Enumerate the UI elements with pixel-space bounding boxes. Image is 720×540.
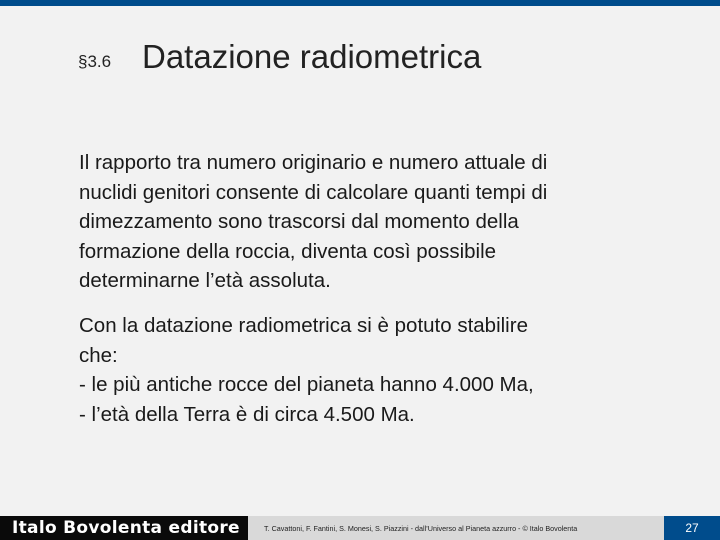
paragraph-line: Con la datazione radiometrica si è potuto stabilire — [79, 314, 528, 337]
slide-title: Datazione radiometrica — [142, 38, 482, 75]
paragraph-line: Il rapporto tra numero originario e numero attuale di — [79, 151, 548, 174]
footer-credits: T. Cavattoni, F. Fantini, S. Monesi, S. Piazzini - dall’Universo al Pianeta azzurro - © Italo Bovolenta — [248, 516, 664, 540]
paragraph-line: che: — [79, 343, 118, 367]
section-number: §3.6 — [78, 52, 112, 71]
list-item: - le più antiche rocce del pianeta hanno 4.000 Ma, — [79, 373, 534, 396]
page-number: 27 — [664, 516, 720, 540]
paragraph-2 — [79, 311, 679, 429]
paragraph-line: determinarne l’età assoluta. — [79, 269, 331, 292]
paragraph-1 — [79, 148, 679, 296]
top-accent-bar — [0, 0, 720, 6]
footer — [0, 516, 720, 540]
paragraph-line: nuclidi genitori consente di calcolare quanti tempi di — [79, 180, 548, 204]
paragraph-line: formazione della roccia, diventa così possibile — [79, 239, 497, 263]
paragraph-line: dimezzamento sono trascorsi dal momento della — [79, 210, 519, 233]
publisher-logo: Italo Bovolenta editore — [0, 516, 248, 540]
list-item: - l’età della Terra è di circa 4.500 Ma. — [79, 402, 415, 426]
